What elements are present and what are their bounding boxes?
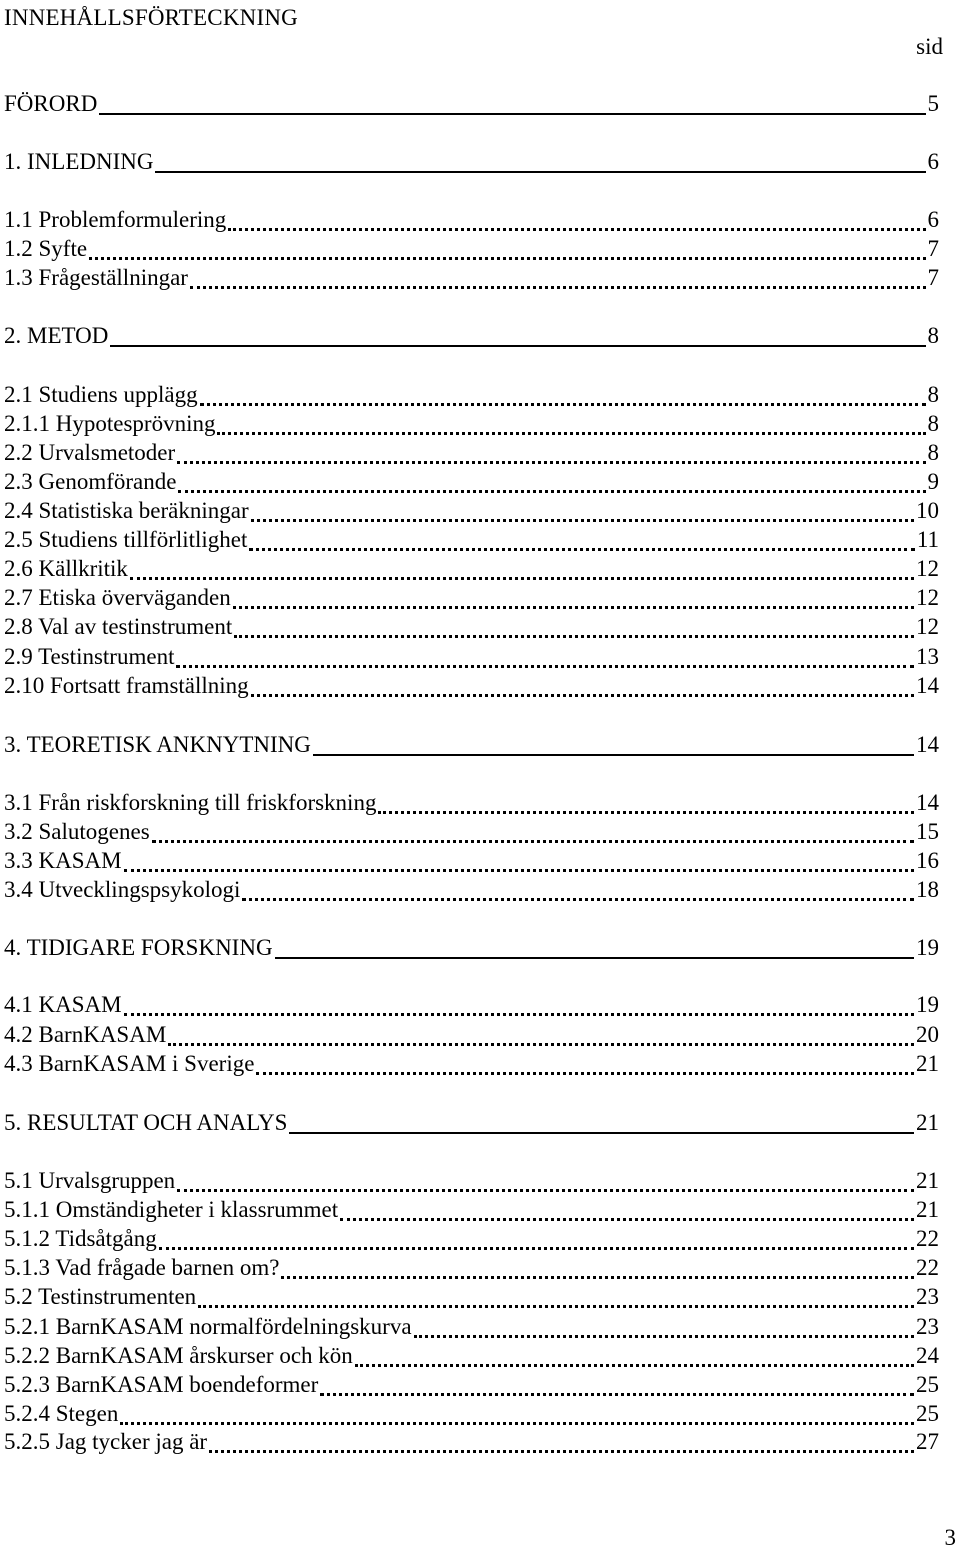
toc-section-entry[interactable] xyxy=(4,876,939,904)
toc-section-entry[interactable] xyxy=(4,1371,939,1399)
toc-entry-page: 14 xyxy=(916,790,939,815)
toc-entry-title: 3.3 KASAM xyxy=(4,848,122,873)
toc-solid-leader xyxy=(99,113,925,115)
toc-entry-page: 22 xyxy=(916,1226,939,1251)
toc-section-entry[interactable] xyxy=(4,1021,939,1049)
toc-dot-leader xyxy=(209,1450,914,1453)
toc-section-entry[interactable] xyxy=(4,1167,939,1195)
toc-entry-page: 23 xyxy=(916,1314,939,1339)
toc-entry-page: 25 xyxy=(916,1401,939,1426)
toc-dot-leader xyxy=(124,1013,914,1016)
toc-dot-leader xyxy=(198,1305,914,1308)
toc-entry-page: 22 xyxy=(916,1255,939,1280)
toc-entry-title: 2.8 Val av testinstrument xyxy=(4,614,233,639)
toc-dot-leader xyxy=(234,635,914,638)
toc-entry-title: 5.2.1 BarnKASAM normalfördelningskurva xyxy=(4,1314,412,1339)
toc-section-entry[interactable] xyxy=(4,206,939,234)
toc-entry-title: 2.6 Källkritik xyxy=(4,556,128,581)
toc-dot-leader xyxy=(178,490,925,493)
toc-section-entry[interactable] xyxy=(4,1428,939,1456)
toc-dot-leader xyxy=(320,1393,914,1396)
toc-dot-leader xyxy=(242,898,914,901)
page-number: 3 xyxy=(944,1525,956,1550)
toc-entry-title: 2.2 Urvalsmetoder xyxy=(4,440,176,465)
toc-dot-leader xyxy=(378,811,914,814)
page-column-label: sid xyxy=(916,34,943,59)
toc-section-entry[interactable] xyxy=(4,847,939,875)
toc-entry-title: 4. TIDIGARE FORSKNING xyxy=(4,935,273,960)
toc-entry-title: 4.3 BarnKASAM i Sverige xyxy=(4,1051,255,1076)
toc-entry-page: 24 xyxy=(916,1343,939,1368)
toc-entry-title: 5.2.5 Jag tycker jag är xyxy=(4,1429,208,1454)
toc-entry-page: 27 xyxy=(916,1429,939,1454)
toc-dot-leader xyxy=(130,577,914,580)
toc-chapter-entry[interactable] xyxy=(4,322,939,350)
toc-section-entry[interactable] xyxy=(4,1400,939,1428)
toc-dot-leader xyxy=(355,1364,914,1367)
toc-dot-leader xyxy=(177,1189,914,1192)
toc-dot-leader xyxy=(414,1335,914,1338)
toc-section-entry[interactable] xyxy=(4,818,939,846)
toc-entry-title: 1. INLEDNING xyxy=(4,149,154,174)
toc-entry-page: 13 xyxy=(916,644,939,669)
toc-dot-leader xyxy=(217,432,925,435)
toc-entry-title: 5.2.2 BarnKASAM årskurser och kön xyxy=(4,1343,353,1368)
toc-entry-page: 19 xyxy=(916,935,939,960)
toc-entry-page: 6 xyxy=(927,149,939,174)
toc-section-entry[interactable] xyxy=(4,1196,939,1224)
toc-entry-page: 14 xyxy=(916,732,939,757)
toc-entry-page: 7 xyxy=(927,265,939,290)
toc-entry-title: 2.3 Genomförande xyxy=(4,469,177,494)
toc-entry-title: 5.2.4 Stegen xyxy=(4,1401,119,1426)
toc-solid-leader xyxy=(289,1132,914,1134)
toc-section-entry[interactable] xyxy=(4,613,939,641)
toc-section-entry[interactable] xyxy=(4,439,939,467)
toc-entry-page: 8 xyxy=(927,323,939,348)
toc-entry-title: 3.1 Från riskforskning till friskforskning xyxy=(4,790,377,815)
toc-dot-leader xyxy=(233,606,914,609)
toc-section-entry[interactable] xyxy=(4,555,939,583)
toc-entry-page: 21 xyxy=(916,1168,939,1193)
toc-entry-title: 3.4 Utvecklingspsykologi xyxy=(4,877,241,902)
toc-chapter-entry[interactable] xyxy=(4,731,939,759)
toc-chapter-entry[interactable] xyxy=(4,934,939,962)
toc-entry-page: 20 xyxy=(916,1022,939,1047)
toc-solid-leader xyxy=(275,957,914,959)
toc-section-entry[interactable] xyxy=(4,1342,939,1370)
toc-solid-leader xyxy=(155,171,925,173)
toc-dot-leader xyxy=(177,461,925,464)
toc-entry-page: 14 xyxy=(916,673,939,698)
toc-dot-leader xyxy=(120,1422,914,1425)
toc-dot-leader xyxy=(340,1218,914,1221)
toc-section-entry[interactable] xyxy=(4,381,939,409)
toc-section-entry[interactable] xyxy=(4,526,939,554)
toc-dot-leader xyxy=(281,1276,914,1279)
toc-section-entry[interactable] xyxy=(4,468,939,496)
toc-entry-page: 12 xyxy=(916,614,939,639)
toc-entry-title: 2.10 Fortsatt framställning xyxy=(4,673,249,698)
toc-section-entry[interactable] xyxy=(4,1254,939,1282)
toc-entry-title: 1.1 Problemformulering xyxy=(4,207,227,232)
toc-dot-leader xyxy=(228,228,925,231)
toc-section-entry[interactable] xyxy=(4,672,939,700)
toc-entry-title: 2.1.1 Hypotesprövning xyxy=(4,411,216,436)
toc-entry-page: 15 xyxy=(916,819,939,844)
toc-entry-title: 2.1 Studiens upplägg xyxy=(4,382,198,407)
toc-section-entry[interactable] xyxy=(4,1313,939,1341)
toc-section-entry[interactable] xyxy=(4,1050,939,1078)
toc-entry-page: 21 xyxy=(916,1051,939,1076)
toc-entry-title: 3. TEORETISK ANKNYTNING xyxy=(4,732,311,757)
toc-entry-title: 1.3 Frågeställningar xyxy=(4,265,188,290)
toc-dot-leader xyxy=(159,1247,914,1250)
toc-entry-title: 2.5 Studiens tillförlitlighet xyxy=(4,527,248,552)
toc-section-entry[interactable] xyxy=(4,410,939,438)
toc-entry-page: 8 xyxy=(927,411,939,436)
toc-entry-title: 4.2 BarnKASAM xyxy=(4,1022,167,1047)
toc-entry-page: 5 xyxy=(927,91,939,116)
toc-entry-title: 5.2 Testinstrumenten xyxy=(4,1284,197,1309)
toc-dot-leader xyxy=(256,1072,914,1075)
toc-entry-page: 18 xyxy=(916,877,939,902)
toc-dot-leader xyxy=(152,840,914,843)
toc-entry-page: 7 xyxy=(927,236,939,261)
toc-dot-leader xyxy=(89,257,925,260)
toc-title: INNEHÅLLSFÖRTECKNING xyxy=(4,5,298,30)
toc-entry-page: 16 xyxy=(916,848,939,873)
toc-dot-leader xyxy=(176,665,914,668)
toc-entry-title: 2.9 Testinstrument xyxy=(4,644,175,669)
toc-entry-title: 5.1.2 Tidsåtgång xyxy=(4,1226,157,1251)
toc-entry-title: 2.4 Statistiska beräkningar xyxy=(4,498,249,523)
toc-solid-leader xyxy=(110,345,925,347)
toc-entry-title: 2.7 Etiska överväganden xyxy=(4,585,231,610)
toc-entry-title: 5.1 Urvalsgruppen xyxy=(4,1168,176,1193)
toc-chapter-entry[interactable] xyxy=(4,90,939,118)
toc-entry-page: 21 xyxy=(916,1110,939,1135)
toc-section-entry[interactable] xyxy=(4,991,939,1019)
toc-section-entry[interactable] xyxy=(4,643,939,671)
toc-dot-leader xyxy=(124,869,914,872)
toc-dot-leader xyxy=(190,286,926,289)
toc-section-entry[interactable] xyxy=(4,789,939,817)
toc-chapter-entry[interactable] xyxy=(4,1109,939,1137)
toc-dot-leader xyxy=(249,548,914,551)
toc-entry-page: 6 xyxy=(927,207,939,232)
toc-dot-leader xyxy=(168,1043,914,1046)
toc-entry-title: 5.2.3 BarnKASAM boendeformer xyxy=(4,1372,319,1397)
toc-entry-title: 4.1 KASAM xyxy=(4,992,122,1017)
toc-entry-page: 19 xyxy=(916,992,939,1017)
toc-entry-title: 5.1.3 Vad frågade barnen om? xyxy=(4,1255,280,1280)
toc-section-entry[interactable] xyxy=(4,497,939,525)
toc-entry-title: FÖRORD xyxy=(4,91,98,116)
toc-entry-page: 12 xyxy=(916,556,939,581)
toc-entry-title: 5.1.1 Omständigheter i klassrummet xyxy=(4,1197,339,1222)
toc-entry-page: 25 xyxy=(916,1372,939,1397)
toc-entry-title: 1.2 Syfte xyxy=(4,236,88,261)
toc-entry-title: 5. RESULTAT OCH ANALYS xyxy=(4,1110,288,1135)
toc-section-entry[interactable] xyxy=(4,1225,939,1253)
toc-section-entry[interactable] xyxy=(4,584,939,612)
toc-entry-page: 10 xyxy=(916,498,939,523)
toc-dot-leader xyxy=(251,519,914,522)
toc-dot-leader xyxy=(200,403,926,406)
toc-entry-page: 11 xyxy=(916,527,939,552)
toc-entry-page: 8 xyxy=(927,382,939,407)
toc-entry-title: 3.2 Salutogenes xyxy=(4,819,150,844)
toc-solid-leader xyxy=(313,754,914,756)
toc-entry-page: 21 xyxy=(916,1197,939,1222)
toc-section-entry[interactable] xyxy=(4,1283,939,1311)
toc-entry-page: 23 xyxy=(916,1284,939,1309)
toc-chapter-entry[interactable] xyxy=(4,148,939,176)
toc-entry-page: 12 xyxy=(916,585,939,610)
toc-section-entry[interactable] xyxy=(4,264,939,292)
toc-entry-title: 2. METOD xyxy=(4,323,109,348)
toc-dot-leader xyxy=(251,694,914,697)
toc-section-entry[interactable] xyxy=(4,235,939,263)
toc-entry-page: 8 xyxy=(927,440,939,465)
toc-entry-page: 9 xyxy=(927,469,939,494)
